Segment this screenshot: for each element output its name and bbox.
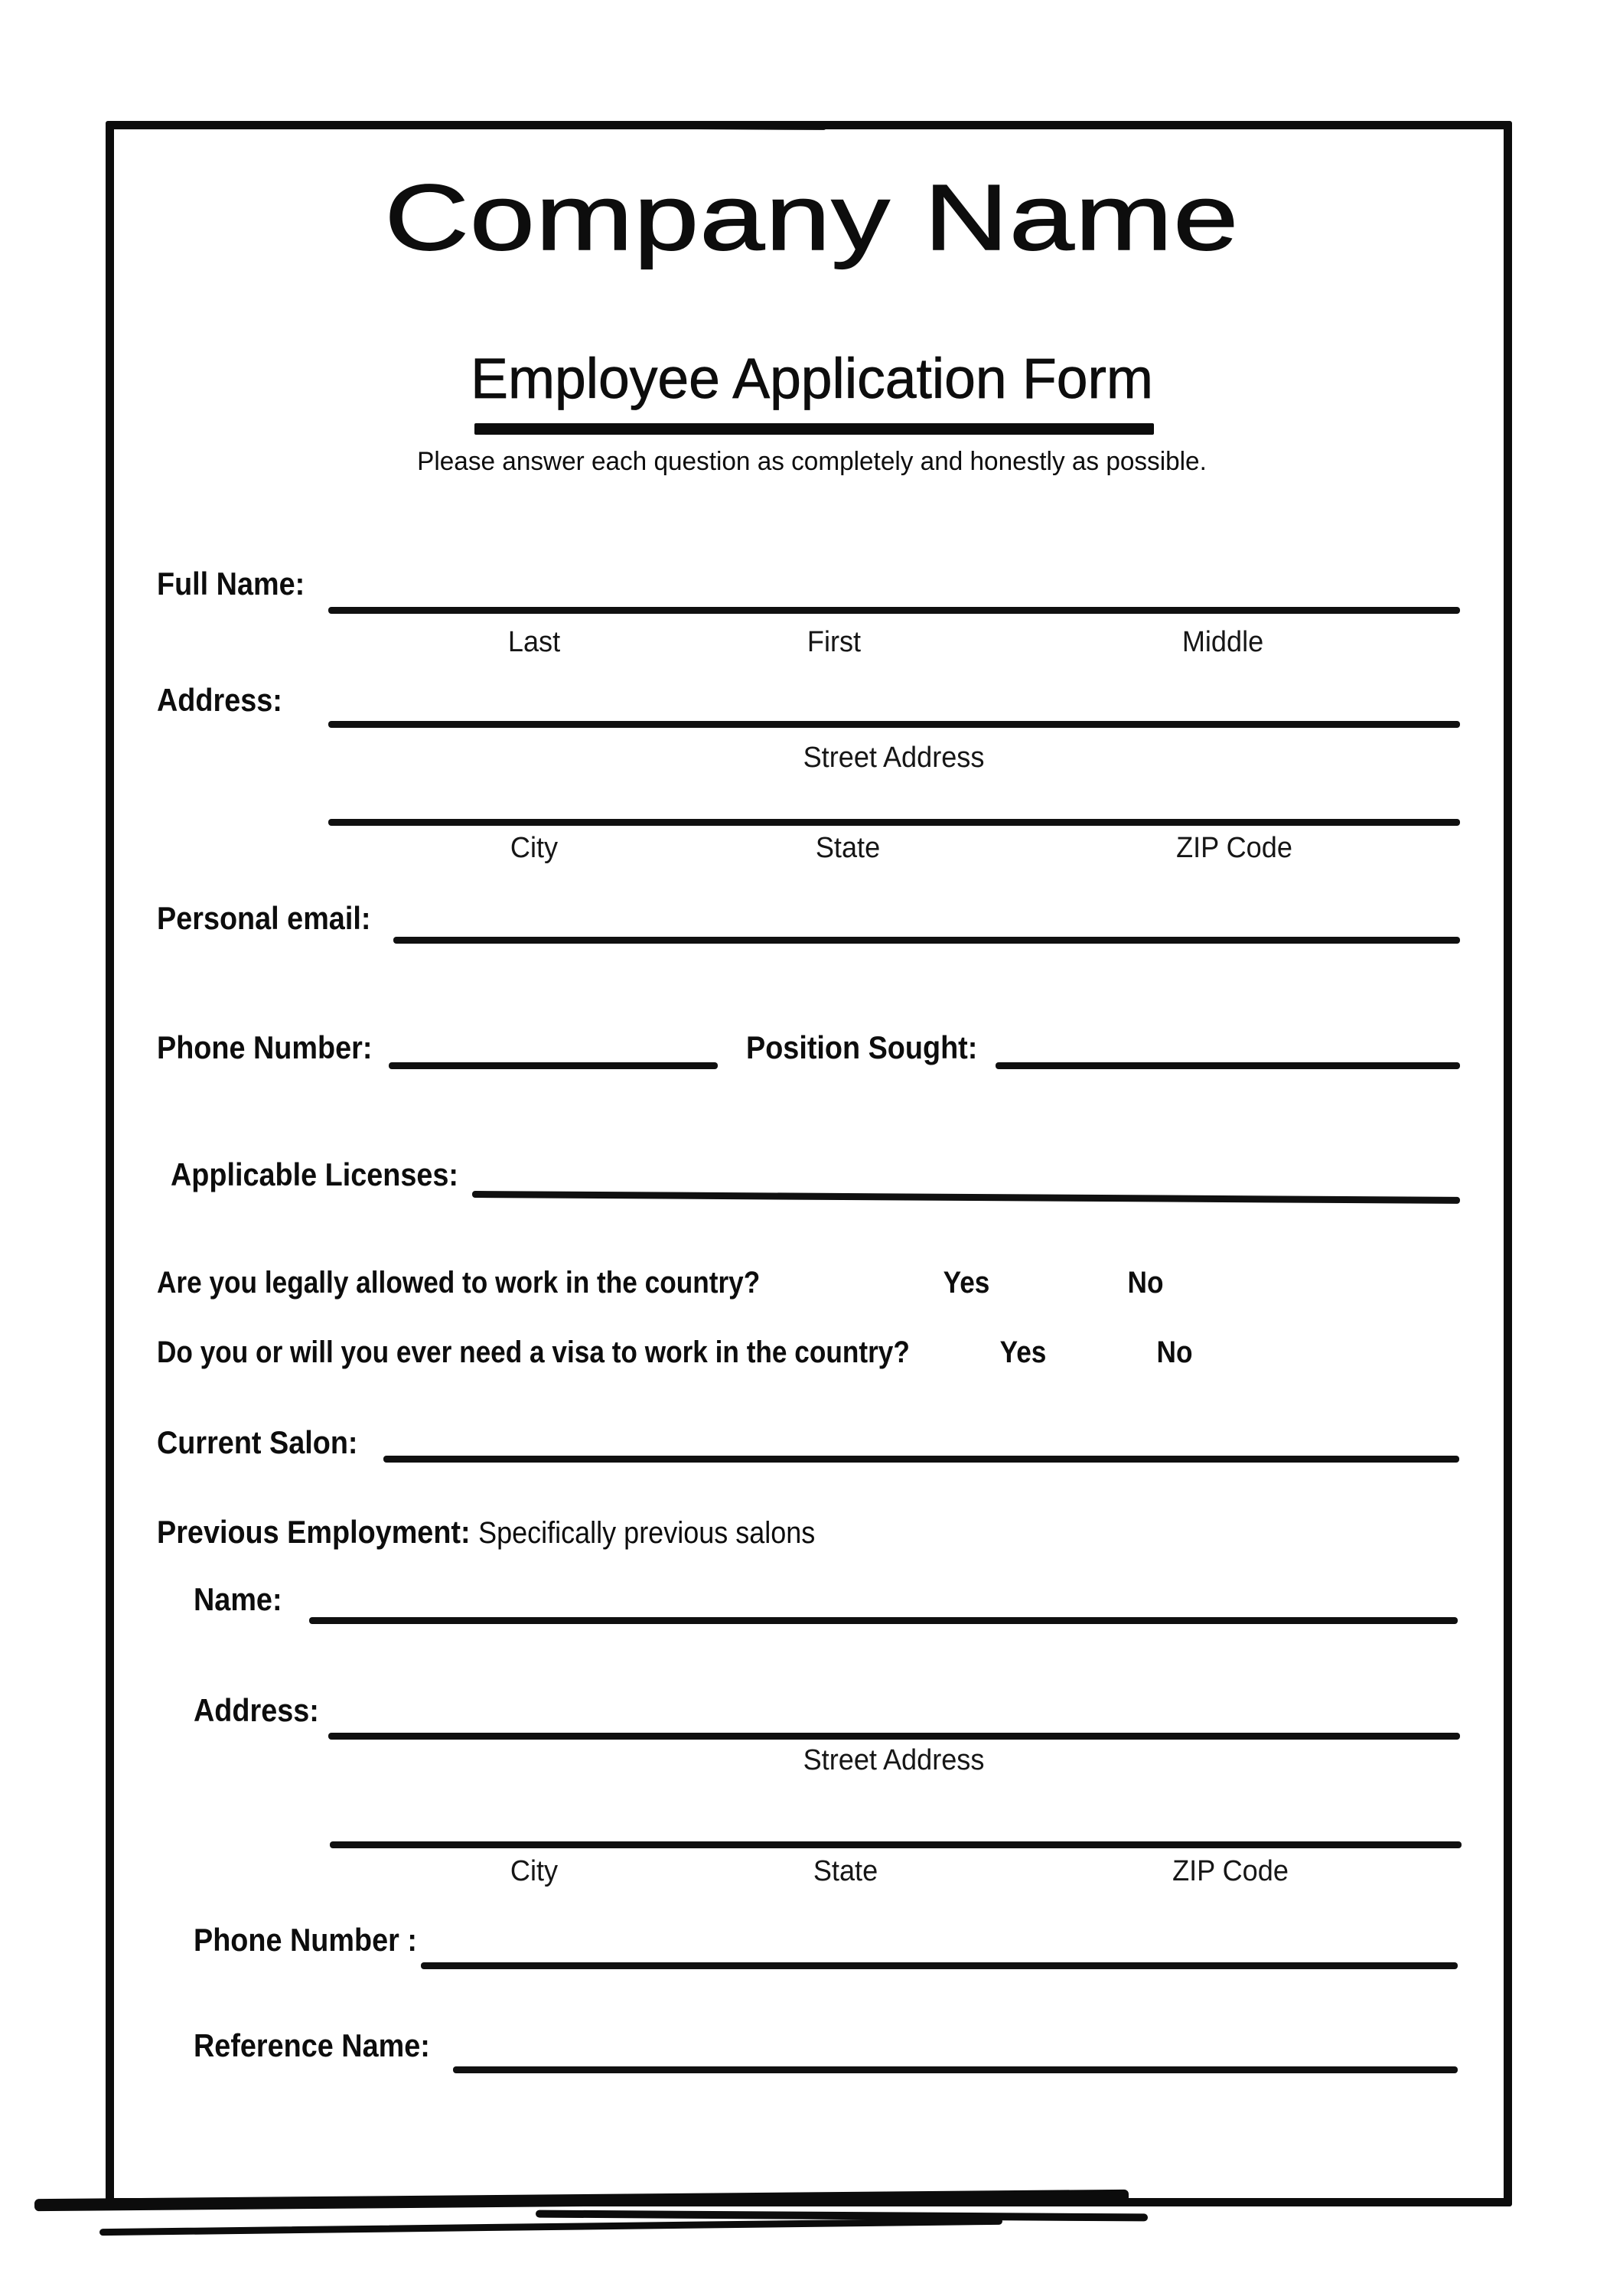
form-title: Employee Application Form [470, 347, 1153, 410]
current-salon-label: Current Salon: [157, 1424, 358, 1460]
visa-needed-question: Do you or will you ever need a visa to work in the country? [157, 1336, 910, 1369]
reference-name-label: Reference Name: [194, 2027, 430, 2063]
previous-street-address-label: Street Address [803, 1744, 985, 1776]
position-sought-input-line[interactable] [996, 1062, 1460, 1069]
state-label: State [815, 832, 881, 864]
position-sought-label: Position Sought: [746, 1029, 978, 1065]
applicable-licenses-label: Applicable Licenses: [171, 1156, 459, 1192]
zip-code-label: ZIP Code [1176, 832, 1292, 864]
company-name-title: Company Name [384, 165, 1239, 269]
name-part-last-label: Last [507, 626, 561, 658]
previous-city-state-zip-input-line[interactable] [330, 1841, 1462, 1848]
form-title-underline [474, 423, 1154, 435]
street-address-label: Street Address [803, 742, 985, 774]
legal-yes-option[interactable]: Yes [943, 1266, 990, 1300]
previous-city-label: City [510, 1855, 559, 1887]
city-state-zip-input-line[interactable] [328, 819, 1460, 826]
previous-name-input-line[interactable] [309, 1617, 1458, 1624]
border-sketch-stroke-bottom-2 [99, 2218, 1002, 2236]
previous-phone-label: Phone Number : [194, 1922, 417, 1958]
legal-no-option[interactable]: No [1127, 1266, 1164, 1300]
previous-name-label: Name: [194, 1581, 282, 1617]
previous-street-address-input-line[interactable] [328, 1733, 1460, 1740]
previous-employment-heading [157, 1516, 815, 1548]
personal-email-label: Personal email: [157, 900, 371, 936]
name-part-middle-label: Middle [1181, 626, 1264, 658]
name-part-first-label: First [807, 626, 862, 658]
previous-employment-label: Previous Employment: [157, 1514, 471, 1550]
full-name-label: Full Name: [157, 566, 305, 602]
form-instructions: Please answer each question as completely and honestly as possible. [416, 447, 1207, 476]
legal-to-work-question: Are you legally allowed to work in the country? [157, 1266, 761, 1300]
reference-name-input-line[interactable] [453, 2066, 1458, 2073]
current-salon-input-line[interactable] [383, 1456, 1459, 1463]
previous-employment-note: Specifically previous salons [478, 1516, 816, 1550]
previous-address-label: Address: [194, 1692, 319, 1728]
visa-yes-option[interactable]: Yes [999, 1336, 1047, 1369]
full-name-input-line[interactable] [328, 607, 1460, 614]
previous-phone-input-line[interactable] [421, 1962, 1458, 1969]
visa-no-option[interactable]: No [1156, 1336, 1193, 1369]
personal-email-input-line[interactable] [393, 937, 1460, 944]
phone-number-label: Phone Number: [157, 1029, 373, 1065]
previous-state-label: State [813, 1855, 878, 1887]
city-label: City [510, 832, 559, 864]
previous-zip-code-label: ZIP Code [1172, 1855, 1289, 1887]
phone-number-input-line[interactable] [389, 1062, 718, 1069]
address-label: Address: [157, 682, 282, 718]
street-address-input-line[interactable] [328, 721, 1460, 728]
